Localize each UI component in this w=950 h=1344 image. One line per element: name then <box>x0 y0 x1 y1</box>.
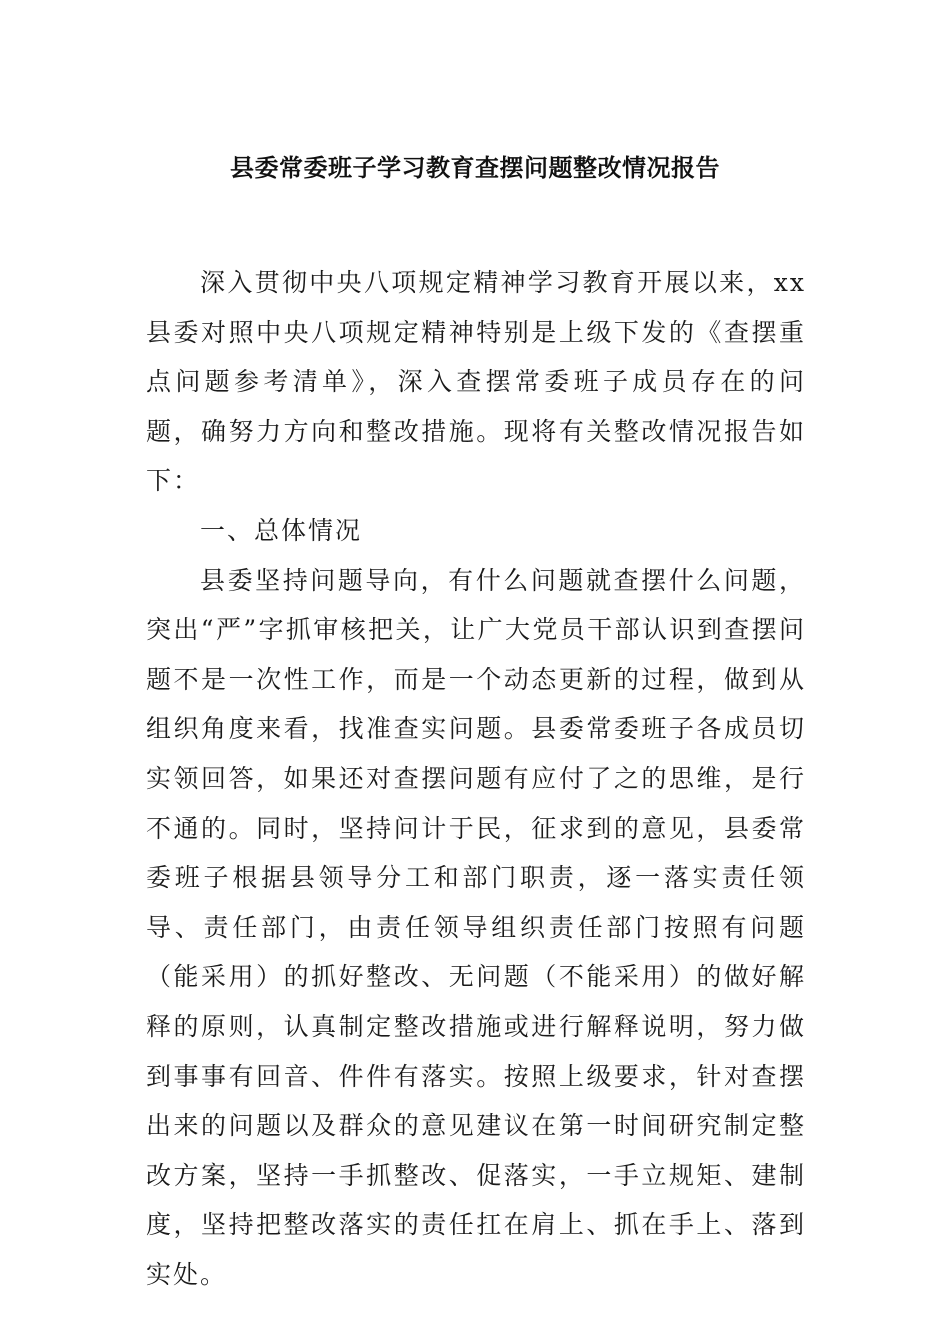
body-paragraph: 县委坚持问题导向，有什么问题就查摆什么问题，突出“严”字抓审核把关，让广大党员干部认识到查摆问题不是一次性工作，而是一个动态更新的过程，做到从组织角度来看，找准查实问题。县委常委班子各成员切实领回答，如果还对查摆问题有应付了之的思维，是行不通的。同时，坚持问计于民，征求到的意见，县委常委班子根据县领导分工和部门职责，逐一落实责任领导、责任部门，由责任领导组织责任部门按照有问题（能采用）的抓好整改、无问题（不能采用）的做好解释的原则，认真制定整改措施或进行解释说明，努力做到事事有回音、件件有落实。按照上级要求，针对查摆出来的问题以及群众的意见建议在第一时间研究制定整改方案，坚持一手抓整改、促落实，一手立规矩、建制度，坚持把整改落实的责任扛在肩上、抓在手上、落到实处。 <box>146 565 806 1289</box>
document-body <box>146 258 806 1299</box>
section-heading: 一、总体情况 <box>200 515 363 545</box>
intro-paragraph: 深入贯彻中央八项规定精神学习教育开展以来，xx县委对照中央八项规定精神特别是上级下发的《查摆重点问题参考清单》，深入查摆常委班子成员存在的问题，确努力方向和整改措施。现将有关整改情况报告如下： <box>146 268 806 496</box>
document-title: 县委常委班子学习教育查摆问题整改情况报告 <box>230 154 720 182</box>
